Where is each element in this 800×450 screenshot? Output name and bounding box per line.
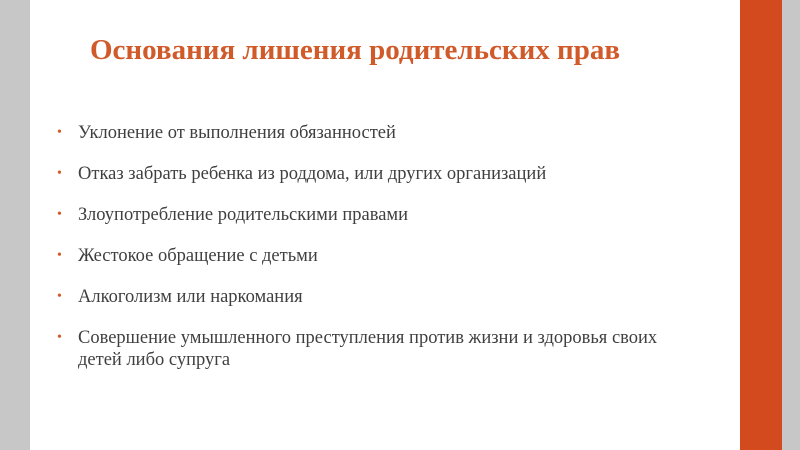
bullet-list: [50, 122, 690, 390]
bullet-icon: •: [57, 289, 62, 304]
bullet-icon: •: [57, 248, 62, 263]
accent-bar: [740, 0, 782, 450]
bullet-icon: •: [57, 330, 62, 345]
bullet-icon: •: [57, 125, 62, 140]
bullet-text: Алкоголизм или наркомания: [78, 287, 303, 307]
bullet-text: Уклонение от выполнения обязанностей: [78, 123, 396, 143]
bullet-icon: •: [57, 207, 62, 222]
bullet-item: [50, 204, 690, 226]
bullet-text: Совершение умышленного преступления против жизни и здоровья своих детей либо супруга: [78, 328, 658, 370]
bullet-text: Отказ забрать ребенка из роддома, или других организаций: [78, 164, 547, 184]
bullet-icon: •: [57, 166, 62, 181]
bullet-item: [50, 286, 690, 308]
bullet-text: Жестокое обращение с детьми: [78, 246, 318, 266]
slide-title: Основания лишения родительских прав: [90, 34, 621, 66]
bullet-item: [50, 327, 690, 371]
bullet-item: [50, 163, 690, 185]
bullet-item: [50, 122, 690, 144]
bullet-text: Злоупотребление родительскими правами: [78, 205, 409, 225]
left-margin-bar: [0, 0, 30, 450]
bullet-item: [50, 245, 690, 267]
